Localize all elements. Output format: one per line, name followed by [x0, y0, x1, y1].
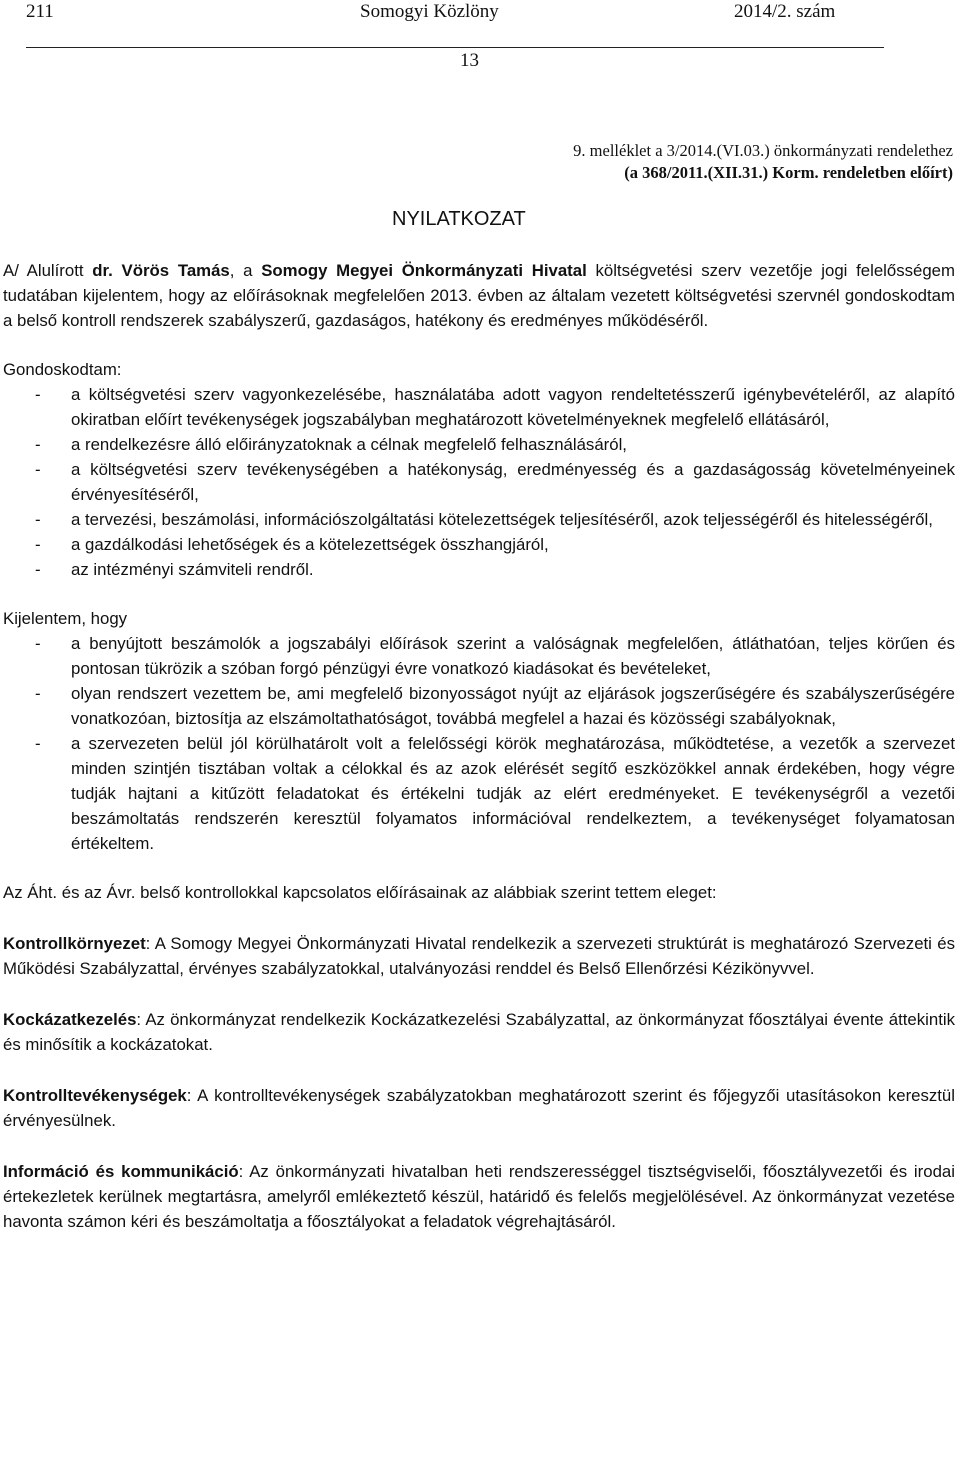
list-item: - a rendelkezésre álló előirányzatoknak a célnak megfelelő felhasználásáról, — [35, 435, 627, 454]
intro-prefix: A/ Alulírott — [3, 261, 93, 280]
list-item: - a szervezeten belül jól körülhatárolt volt a felelősségi körök meghatározása, működtetése, a vezetők a szervezet minden szintjén tisztában voltak a célokkal és az azok elérését segítő eszközökkel annak érdekében, hogy végre tudják hajtani a kitűzött feladatokat és értékelni tudják az elért eredményeket. E tevékenységről a vezetői beszámoltatás rendszerén keresztül folyamatos információval rendelkeztem, a tevékenységet folyamatosan értékeltem. — [35, 734, 955, 853]
annex-line-1: 9. melléklet a 3/2014.(VI.03.) önkormányzati rendelethez — [573, 141, 953, 160]
list-item: - a gazdálkodási lehetőségek és a kötelezettségek összhangjáról, — [35, 535, 549, 554]
section-kontrollkornyezet — [3, 931, 955, 981]
list-item: - a tervezési, beszámolási, információszolgáltatási kötelezettségek teljesítéséről, azok teljességéről és hitelességéről, — [35, 510, 933, 529]
section-kontrolltevekenysegek — [3, 1083, 955, 1133]
section-label: Kockázatkezelés — [3, 1010, 137, 1029]
kijelentem-list — [3, 631, 955, 856]
kijelentem-heading: Kijelentem, hogy — [3, 609, 128, 628]
organization-name: Somogy Megyei Önkormányzati Hivatal — [261, 261, 587, 280]
page-number: 211 — [26, 1, 54, 22]
issue-number: 2014/2. szám — [734, 1, 836, 22]
section-label: Információ és kommunikáció — [3, 1162, 239, 1181]
list-item: - a költségvetési szerv vagyonkezelésébe, használatába adott vagyon rendeltetésszerű igénybevételéről, az alapító okiratban előírt tevékenységek jogszabályban meghatározott követelményeknek megfelelő ellátásáról, — [35, 385, 955, 429]
section-label: Kontrollkörnyezet — [3, 934, 146, 953]
intro-paragraph — [3, 258, 955, 333]
header-rule — [26, 47, 884, 48]
section-text: : A kontrolltevékenységek szabályzatokban meghatározott szerint és főjegyzői utasításokon keresztül érvényesülnek. — [3, 1086, 955, 1130]
gondoskodtam-list — [3, 382, 955, 582]
page-header — [0, 0, 960, 30]
intro-rest: költségvetési szerv vezetője jogi felelősségem tudatában kijelentem, hogy az előírásoknak megfelelően 2013. évben az általam vezetett költségvetési szervnél gondoskodtam a belső kontroll rendszerek szabályszerű, gazdaságos, hatékony és eredményes működéséről. — [3, 261, 955, 330]
section-text: : Az önkormányzati hivatalban heti rendszerességgel tisztségviselői, főosztályvezetői és irodai értekezletek kerülnek megtartásra, amelyről emlékeztető készül, határidő és felelős megjelölésével. Az önkormányzat vezetése havonta számon kéri és beszámoltatja a főosztályokat a feladatok végrehajtásáról. — [3, 1162, 955, 1231]
document-body — [3, 258, 955, 1234]
annex-line-2: (a 368/2011.(XII.31.) Korm. rendeletben előírt) — [624, 163, 953, 182]
intro-mid: , a — [229, 261, 262, 280]
list-item: - olyan rendszert vezettem be, ami megfelelő bizonyosságot nyújt az eljárások jogszerűségére és szabályszerűségére vonatkozóan, biztosítja az elszámoltathatóságot, továbbá megfelel a hazai és közösségi szabályoknak, — [35, 684, 955, 728]
section-text: : Az önkormányzat rendelkezik Kockázatkezelési Szabályzattal, az önkormányzat főosztályai évente áttekintik és minősítik a kockázatokat. — [3, 1010, 955, 1054]
annex-reference — [573, 140, 953, 184]
document-title: NYILATKOZAT — [392, 208, 526, 230]
list-item: - a benyújtott beszámolók a jogszabályi előírások szerint a valóságnak megfelelően, átláthatóan, teljes körűen és pontosan tükrözik a szóban forgó pénzügyi évre vonatkozó kiadásokat és bevételeket, — [35, 634, 955, 678]
list-item: - a költségvetési szerv tevékenységében a hatékonyság, eredményesség és a gazdaságosság követelményeinek érvényesítéséről, — [35, 460, 955, 504]
section-informacio-kommunikacio — [3, 1159, 955, 1234]
publication-title: Somogyi Közlöny — [360, 1, 499, 22]
gondoskodtam-heading: Gondoskodtam: — [3, 360, 122, 379]
section-text: : A Somogy Megyei Önkormányzati Hivatal rendelkezik a szervezeti struktúrát is meghatározó Szervezeti és Működési Szabályzattal, érvényes szabályzatokkal, utalványozási renddel és Belső Ellenőrzési Kézikönyvvel. — [3, 934, 955, 978]
section-label: Kontrolltevékenységek — [3, 1086, 187, 1105]
sub-page-number: 13 — [460, 50, 479, 71]
signatory-name: dr. Vörös Tamás — [92, 261, 230, 280]
aht-statement: Az Áht. és az Ávr. belső kontrollokkal kapcsolatos előírásainak az alábbiak szerint tettem eleget: — [3, 883, 717, 902]
list-item: - az intézményi számviteli rendről. — [35, 560, 314, 579]
section-kockazatkezeles — [3, 1007, 955, 1057]
